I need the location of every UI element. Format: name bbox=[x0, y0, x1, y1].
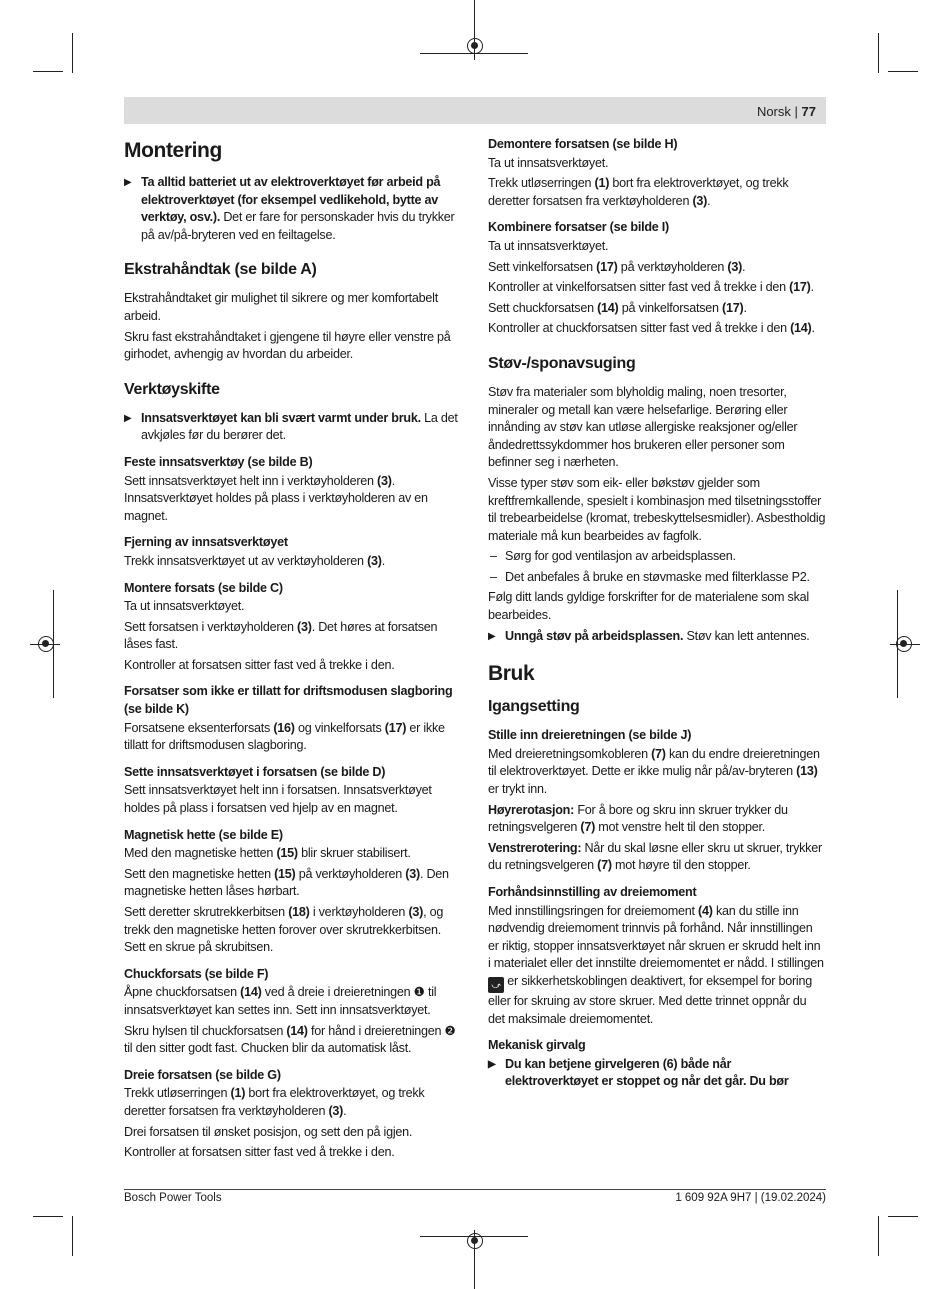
paragraph: Ta ut innsatsverktøyet. bbox=[488, 155, 609, 170]
crop-mark bbox=[888, 71, 918, 72]
header-language: Norsk bbox=[756, 104, 791, 119]
registration-mark-icon bbox=[467, 38, 483, 54]
crop-mark bbox=[878, 1216, 879, 1256]
crop-mark bbox=[33, 1216, 63, 1217]
paragraph: Følg ditt lands gyldige forskrifter for de materialene som skal bearbeides. bbox=[488, 590, 809, 623]
crop-mark bbox=[72, 33, 73, 73]
crop-mark bbox=[72, 1216, 73, 1256]
paragraph: Kontroller at forsatsen sitter fast ved å trekke i den. bbox=[124, 1145, 395, 1160]
subsection-title: Støv-/sponavsuging bbox=[488, 354, 636, 372]
left-column bbox=[124, 138, 462, 1165]
paragraph: Visse typer støv som eik- eller bøkstøv gjelder som kreftfremkallende, spesielt i kombinasjon med tilsetningsstoffer til trebearbeidelse (kromat, trebeskyttelsesmidler). Asbestholdig materiale må kun bearbeides av fagfolk. bbox=[488, 475, 826, 543]
list-item: – Det anbefales å bruke en støvmaske med filterklasse P2. bbox=[488, 569, 826, 587]
paragraph: Skru hylsen til chuckforsatsen (14) for hånd i dreieretningen ❷ til den sitter godt fast. Chucken blir da automatisk låst. bbox=[124, 1023, 456, 1056]
heading: Forhåndsinnstilling av dreiemoment bbox=[488, 885, 697, 899]
subsection-title: Verktøyskifte bbox=[124, 380, 220, 398]
paragraph: Skru fast ekstrahåndtaket i gjengene til høyre eller venstre på girhodet, avhengig av hvordan du arbeider. bbox=[124, 329, 451, 362]
paragraph: Med innstillingsringen for dreiemoment (4) kan du stille inn nødvendig dreiemoment trinnvis på forhånd. Når innstillingen er riktig, stopper innsatsverktøyet når skruen er skrudd helt inn i materialet eller det innstilte dreiemomentet er nådd. I stillingen ⤻ er sikkerhetskoblingen deaktivert, for eksempel for boring eller for skruing av store skruer. Med dette trinnet oppnår du det maksimale dreiemomentet. bbox=[488, 903, 824, 1026]
paragraph: Sett innsatsverktøyet helt inn i forsatsen. Innsatsverktøyet holdes på plass i forsatsen ved hjelp av en magnet. bbox=[124, 783, 432, 816]
safety-warning: ▶ Unngå støv på arbeidsplassen. Støv kan lett antennes. bbox=[488, 628, 826, 646]
paragraph: Ta ut innsatsverktøyet. bbox=[488, 238, 609, 253]
paragraph: Sett chuckforsatsen (14) på vinkelforsatsen (17). bbox=[488, 300, 747, 315]
footer-docref: 1 609 92A 9H7 | (19.02.2024) bbox=[675, 1192, 826, 1204]
paragraph: Kontroller at forsatsen sitter fast ved å trekke i den. bbox=[124, 657, 395, 672]
crop-mark bbox=[33, 71, 63, 72]
heading: Forsatser som ikke er tillatt for driftsmodusen slagboring (se bilde K) bbox=[124, 684, 453, 717]
safety-warning: ▶ Du kan betjene girvelgeren (6) både når elektroverktøyet er stoppet og når det går. Du bør bbox=[488, 1056, 826, 1091]
page-number: 77 bbox=[801, 104, 816, 119]
paragraph: Sett deretter skrutrekkerbitsen (18) i verktøyholderen (3), og trekk den magnetiske hetten forover over skrutrekkerbitsen. bbox=[124, 905, 444, 937]
heading: Stille inn dreieretningen (se bilde J) bbox=[488, 728, 692, 743]
header-band bbox=[124, 97, 826, 124]
registration-mark-icon bbox=[896, 636, 912, 652]
heading: Magnetisk hette (se bilde E) bbox=[124, 827, 283, 842]
paragraph: Ta ut innsatsverktøyet. bbox=[124, 599, 245, 614]
paragraph: Kontroller at vinkelforsatsen sitter fast ved å trekke i den (17). bbox=[488, 280, 814, 295]
paragraph: Sett vinkelforsatsen (17) på verktøyholderen (3). bbox=[488, 259, 746, 274]
heading: Dreie forsatsen (se bilde G) bbox=[124, 1067, 281, 1082]
heading: Feste innsatsverktøy (se bilde B) bbox=[124, 454, 313, 469]
paragraph: Åpne chuckforsatsen (14) ved å dreie i dreieretningen ❶ til innsatsverktøyet kan settes inn. Sett inn innsatsverktøyet. bbox=[124, 985, 437, 1017]
paragraph: Med den magnetiske hetten (15) blir skruer stabilisert. bbox=[124, 846, 411, 861]
paragraph: Kontroller at chuckforsatsen sitter fast ved å trekke i den (14). bbox=[488, 321, 815, 336]
right-column bbox=[488, 136, 826, 1094]
paragraph: Sett den magnetiske hetten (15) på verktøyholderen (3). Den magnetiske hetten låses hørbart. bbox=[124, 866, 449, 899]
list-item: – Sørg for god ventilasjon av arbeidsplassen. bbox=[488, 548, 826, 566]
heading: Montere forsats (se bilde C) bbox=[124, 580, 283, 595]
crop-mark bbox=[878, 33, 879, 73]
paragraph: Sett innsatsverktøyet helt inn i verktøyholderen (3). Innsatsverktøyet holdes på plass i verktøyholderen av en magnet. bbox=[124, 473, 428, 523]
paragraph: Støv fra materialer som blyholdig maling, noen tresorter, mineraler og metall kan være helsefarlige. Berøring eller innånding av støv kan utløse allergiske reaksjoner og/eller åndedrettssykdommer hos brukeren eller personer som befinner seg i nærheten. bbox=[488, 384, 798, 470]
paragraph: Venstrerotering: Når du skal løsne eller skru ut skruer, trykker du retningsvelgeren (7) mot høyre til den stopper. bbox=[488, 840, 822, 873]
footer-rule bbox=[124, 1189, 826, 1190]
subsection-title: Igangsetting bbox=[488, 698, 580, 716]
heading: Mekanisk girvalg bbox=[488, 1038, 586, 1053]
registration-mark-icon bbox=[38, 636, 54, 652]
subsection-title: Ekstrahåndtak (se bilde A) bbox=[124, 261, 317, 279]
safety-warning: ▶ Innsatsverktøyet kan bli svært varmt under bruk. La det avkjøles før du berører det. bbox=[124, 410, 462, 445]
paragraph: Høyrerotasjon: For å bore og skru inn skruer trykker du retningsvelgeren (7) mot venstre helt til den stopper. bbox=[488, 802, 788, 835]
paragraph: Trekk utløserringen (1) bort fra elektroverktøyet, og trekk deretter forsatsen fra verktøyholderen (3). bbox=[488, 176, 789, 208]
page-header bbox=[757, 104, 816, 119]
heading: Fjerning av innsatsverktøyet bbox=[124, 535, 288, 550]
section-title-bruk: Bruk bbox=[488, 662, 535, 686]
paragraph: Trekk utløserringen (1) bort fra elektroverktøyet, og trekk deretter forsatsen fra verktøyholderen (3). bbox=[124, 1086, 425, 1118]
heading: Sette innsatsverktøyet i forsatsen (se bilde D) bbox=[124, 764, 386, 779]
safety-warning: ▶ Ta alltid batteriet ut av elektroverktøyet før arbeid på elektroverktøyet (for eksempel vedlikehold, bytte av verktøy, osv.). Det er fare for personskader hvis du trykker på av/på-bryteren ved en feiltagelse. bbox=[124, 174, 462, 244]
section-title-montering: Montering bbox=[124, 139, 222, 162]
paragraph: Forsatsene eksenterforsats (16) og vinkelforsats (17) er ikke tillatt for driftsmodusen slagboring. bbox=[124, 720, 445, 753]
heading: Kombinere forsatser (se bilde I) bbox=[488, 220, 669, 235]
paragraph: Sett en skrue på skrubitsen. bbox=[124, 940, 274, 955]
crop-mark bbox=[888, 1216, 918, 1217]
paragraph: Trekk innsatsverktøyet ut av verktøyholderen (3). bbox=[124, 553, 385, 568]
paragraph: Sett forsatsen i verktøyholderen (3). Det høres at forsatsen låses fast. bbox=[124, 619, 438, 652]
header-separator: | bbox=[794, 104, 798, 119]
paragraph: Ekstrahåndtaket gir mulighet til sikrere og mer komfortabelt arbeid. bbox=[124, 291, 438, 323]
footer-brand: Bosch Power Tools bbox=[124, 1192, 222, 1204]
paragraph: Drei forsatsen til ønsket posisjon, og sett den på igjen. bbox=[124, 1124, 413, 1139]
paragraph: Med dreieretningsomkobleren (7) kan du endre dreieretningen til elektroverktøyet. Dette er ikke mulig når på/av-bryteren (13) er trykt inn. bbox=[488, 746, 820, 797]
heading: Demontere forsatsen (se bilde H) bbox=[488, 137, 678, 151]
registration-mark-icon bbox=[467, 1233, 483, 1249]
heading: Chuckforsats (se bilde F) bbox=[124, 966, 269, 981]
drill-mode-icon: ⤻ bbox=[488, 977, 504, 993]
